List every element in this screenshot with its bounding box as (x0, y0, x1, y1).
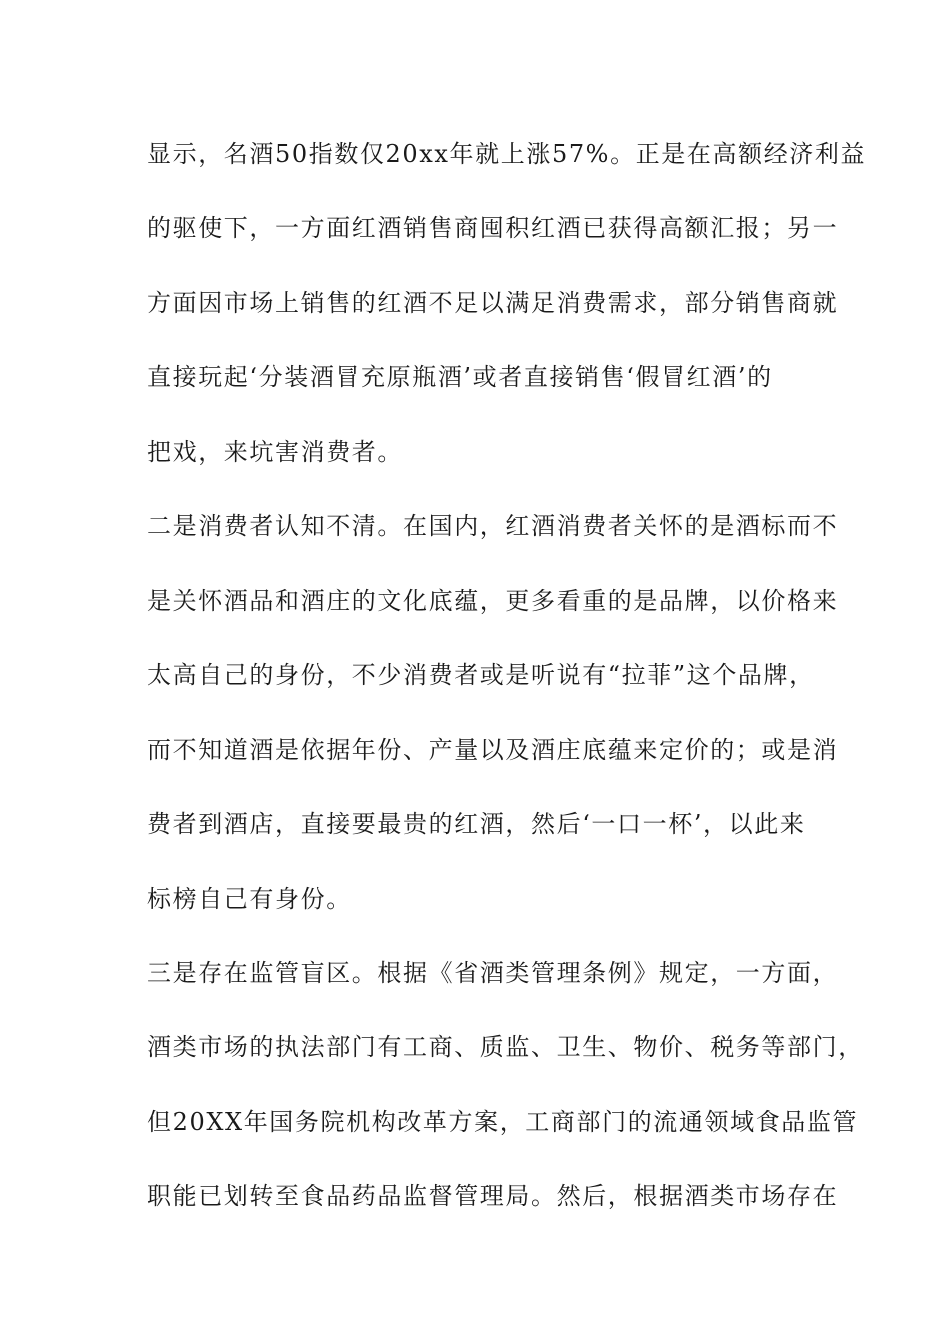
text-line: 但20XX年国务院机构改革方案，工商部门的流通领域食品监管 (147, 1108, 859, 1136)
text-line: 职能已划转至食品药品监督管理局。然后，根据酒类市场存在 (147, 1182, 839, 1210)
text-line: 费者到酒店，直接要最贵的红酒，然后‘一口一杯’，以此来 (147, 810, 806, 838)
text-line: 太高自己的身份，不少消费者或是听说有“拉菲”这个品牌， (147, 661, 815, 689)
text-line: 的驱使下，一方面红酒销售商囤积红酒已获得高额汇报；另一 (147, 214, 839, 242)
text-line: 二是消费者认知不清。在国内，红酒消费者关怀的是酒标而不 (147, 512, 839, 540)
text-line: 三是存在监管盲区。根据《省酒类管理条例》规定，一方面， (147, 959, 839, 987)
text-line: 标榜自己有身份。 (147, 885, 352, 913)
text-line: 直接玩起‘分装酒冒充原瓶酒’或者直接销售‘假冒红酒’的 (147, 363, 773, 391)
text-line: 把戏，来坑害消费者。 (147, 438, 403, 466)
text-line: 显示，名酒50指数仅20xx年就上涨57%。正是在高额经济利益 (147, 140, 867, 168)
text-line: 方面因市场上销售的红酒不足以满足消费需求，部分销售商就 (147, 289, 839, 317)
text-line: 是关怀酒品和酒庄的文化底蕴，更多看重的是品牌，以价格来 (147, 587, 839, 615)
text-line: 酒类市场的执法部门有工商、质监、卫生、物价、税务等部门， (147, 1033, 864, 1061)
text-line: 而不知道酒是依据年份、产量以及酒庄底蕴来定价的；或是消 (147, 736, 839, 764)
